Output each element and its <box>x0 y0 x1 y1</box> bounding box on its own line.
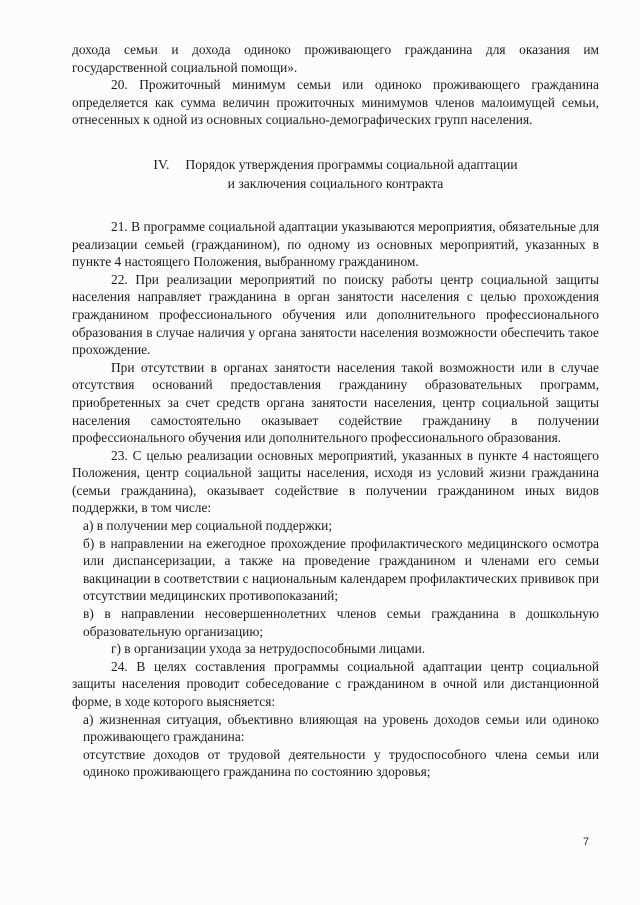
paragraph-23-c: в) в направлении несовершеннолетних членов семьи гражданина в дошкольную образовательную организацию; <box>83 606 599 639</box>
paragraph-23-a: а) в получении мер социальной поддержки; <box>83 518 333 534</box>
paragraph-24-a-1: отсутствие доходов от трудовой деятельности у трудоспособного члена семьи или одиноко проживающего гражданина по состоянию здоровья; <box>83 746 599 780</box>
section-title-line-1: Порядок утверждения программы социальной адаптации <box>185 156 518 172</box>
paragraph-22: 22. При реализации мероприятий по поиску работы центр социальной защиты населения направляет гражданина в орган занятости населения с целью прохождения гражданином профессионального обучения или дополнительного профессионального образования в случае наличия у органа занятости населения возможности обеспечить такое прохождение. <box>72 271 599 358</box>
section-heading <box>72 155 599 193</box>
document-body <box>72 41 599 781</box>
paragraph-22-continued: При отсутствии в органах занятости населения такой возможности или в случае отсутствия оснований предоставления гражданину образовательных программ, приобретенных за счет средств органа занятости населения, центр социальной защиты населения самостоятельно оказывает содействие гражданину в получении профессионального обучения или дополнительного профессионального образования. <box>72 359 599 446</box>
paragraph-24: 24. В целях составления программы социальной адаптации центр социальной защиты населения проводит собеседование с гражданином в очной или дистанционной форме, в ходе которого выясняется: <box>72 658 599 709</box>
section-title-line-2: и заключения социального контракта <box>227 175 444 191</box>
paragraph-23-d: г) в организации ухода за нетрудоспособными лицами. <box>111 641 426 657</box>
paragraph-21: 21. В программе социальной адаптации указываются мероприятия, обязательные для реализации семьей (гражданином), по одному из основных мероприятий, указанных в пункте 4 настоящего Положения, выбранному гражданином. <box>72 218 599 270</box>
paragraph-20: 20. Прожиточный минимум семьи или одиноко проживающего гражданина определяется как сумма величин прожиточных минимумов членов малоимущей семьи, отнесенных к одной из основных социально-демографических групп населения. <box>72 77 599 128</box>
paragraph-24-a: а) жизненная ситуация, объективно влияющая на уровень доходов семьи или одиноко проживающего гражданина: <box>83 711 599 745</box>
section-number: IV. <box>153 156 170 172</box>
page-number: 7 <box>583 836 590 848</box>
intro-paragraph: дохода семьи и дохода одиноко проживающего гражданина для оказания им государственной социальной помощи». <box>72 42 599 75</box>
paragraph-23-b: б) в направлении на ежегодное прохождение профилактического медицинского осмотра или диспансеризации, а также на проведение гражданином и членами его семьи вакцинации в соответствии с национальным календарем профилактических прививок при отсутствии медицинских противопоказаний; <box>83 535 599 604</box>
paragraph-23: 23. С целью реализации основных мероприятий, указанных в пункте 4 настоящего Положения, центр социальной защиты населения, исходя из условий жизни гражданина (семьи гражданина), оказывает содействие в получении гражданином иных видов поддержки, в том числе: <box>72 447 599 516</box>
